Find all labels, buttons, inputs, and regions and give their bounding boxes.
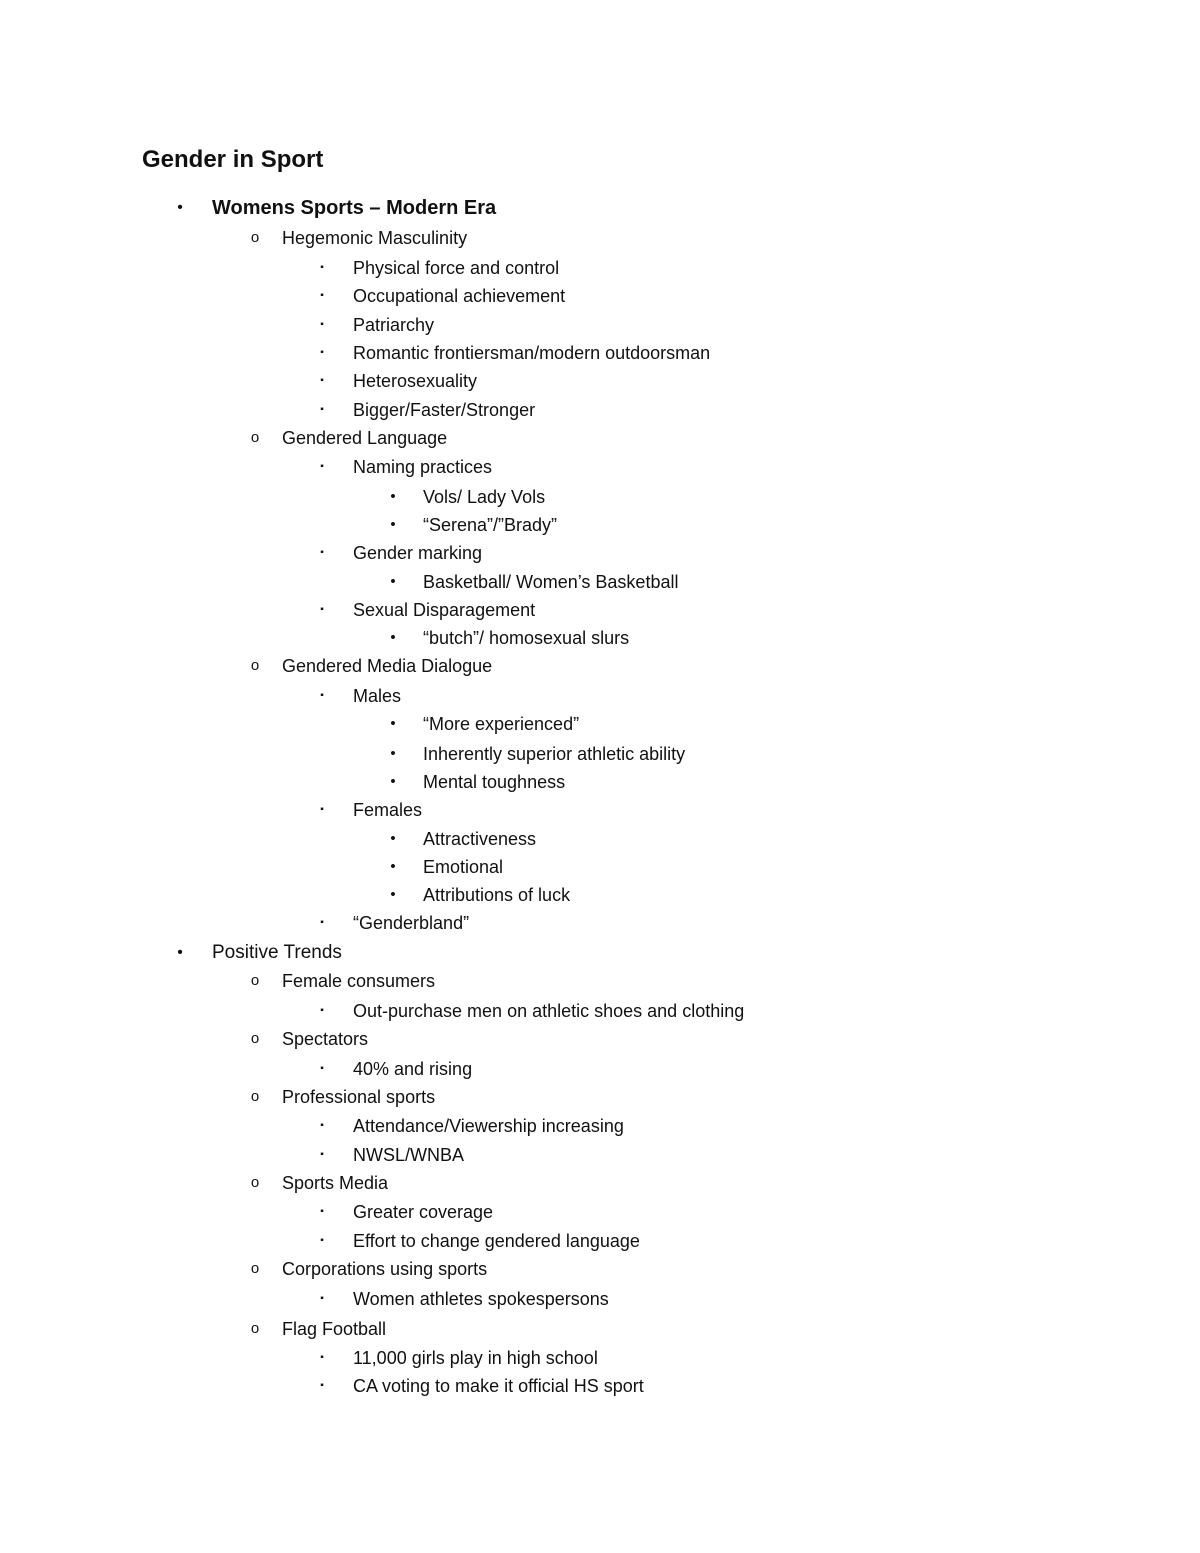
bullet-icon: o [250, 657, 260, 674]
bullet-icon: • [390, 573, 396, 590]
bullet-icon: o [250, 1260, 260, 1277]
bullet-icon: ▪ [320, 1293, 324, 1304]
bullet-icon: o [250, 1088, 260, 1105]
bullet-icon: ▪ [320, 461, 324, 472]
outline-item-text: Females [353, 800, 423, 820]
bullet-icon: • [390, 629, 396, 646]
bullet-icon: ▪ [320, 1206, 324, 1217]
bullet-icon: o [250, 972, 260, 989]
outline-item-text: Sexual Disparagement [353, 600, 536, 620]
bullet-icon: ▪ [320, 1380, 324, 1391]
outline-item-text: “Serena”/”Brady” [423, 515, 558, 535]
outline-item-text: Bigger/Faster/Stronger [353, 400, 536, 420]
outline-item-text: Emotional [423, 857, 504, 877]
bullet-icon: o [250, 229, 260, 246]
bullet-icon: ▪ [320, 1063, 324, 1074]
outline-item-text: “butch”/ homosexual slurs [423, 628, 630, 648]
outline-item-text: Women athletes spokespersons [353, 1289, 609, 1309]
outline-item-text: Naming practices [353, 457, 493, 477]
outline-item-text: Attractiveness [423, 829, 537, 849]
outline-item-text: Female consumers [282, 971, 436, 991]
bullet-icon: ▪ [320, 262, 324, 273]
outline-item-text: Heterosexuality [353, 371, 478, 391]
bullet-icon: • [390, 516, 396, 533]
outline-item-text: Gendered Media Dialogue [282, 656, 493, 676]
bullet-icon: • [177, 199, 183, 216]
bullet-icon: • [390, 773, 396, 790]
outline-item-text: Physical force and control [353, 258, 560, 278]
outline-item-text: Hegemonic Masculinity [282, 228, 468, 248]
bullet-icon: ▪ [320, 404, 324, 415]
outline-item-text: Attendance/Viewership increasing [353, 1116, 624, 1136]
bullet-icon: ▪ [320, 917, 324, 928]
bullet-icon: • [177, 944, 183, 961]
bullet-icon: ▪ [320, 347, 324, 358]
bullet-icon: o [250, 1030, 260, 1047]
outline-item-text: Romantic frontiersman/modern outdoorsman [353, 343, 711, 363]
page-title: Gender in Sport [142, 146, 324, 173]
bullet-icon: ▪ [320, 1120, 324, 1131]
outline-item-text: Positive Trends [212, 942, 342, 963]
bullet-icon: • [390, 488, 396, 505]
outline-item-text: Vols/ Lady Vols [423, 487, 546, 507]
bullet-icon: • [390, 886, 396, 903]
outline-item-text: Males [353, 686, 402, 706]
outline-item-text: 11,000 girls play in high school [353, 1348, 598, 1368]
outline-item-text: Mental toughness [423, 772, 566, 792]
bullet-icon: ▪ [320, 804, 324, 815]
outline-item-text: Womens Sports – Modern Era [212, 197, 497, 219]
bullet-icon: o [250, 1174, 260, 1191]
bullet-icon: o [250, 429, 260, 446]
bullet-icon: • [390, 745, 396, 762]
bullet-icon: o [250, 1320, 260, 1337]
bullet-icon: ▪ [320, 319, 324, 330]
outline-item-text: NWSL/WNBA [353, 1145, 465, 1165]
outline-item-text: Out-purchase men on athletic shoes and clothing [353, 1001, 745, 1021]
outline-item-text: “More experienced” [423, 714, 580, 734]
bullet-icon: ▪ [320, 547, 324, 558]
outline-item-text: Sports Media [282, 1173, 389, 1193]
outline-item-text: Patriarchy [353, 315, 435, 335]
outline-item-text: Spectators [282, 1029, 369, 1049]
bullet-icon: • [390, 858, 396, 875]
bullet-icon: ▪ [320, 690, 324, 701]
outline-item-text: “Genderbland” [353, 913, 470, 933]
bullet-icon: ▪ [320, 1149, 324, 1160]
outline-item-text: CA voting to make it official HS sport [353, 1376, 644, 1396]
bullet-icon: • [390, 715, 396, 732]
outline-item-text: Basketball/ Women’s Basketball [423, 572, 679, 592]
bullet-icon: • [390, 830, 396, 847]
outline-item-text: Inherently superior athletic ability [423, 744, 686, 764]
outline-item-text: 40% and rising [353, 1059, 473, 1079]
outline-item-text: Greater coverage [353, 1202, 494, 1222]
outline-item-text: Gendered Language [282, 428, 448, 448]
bullet-icon: ▪ [320, 604, 324, 615]
outline-item-text: Gender marking [353, 543, 483, 563]
outline-item-text: Flag Football [282, 1319, 387, 1339]
outline-item-text: Effort to change gendered language [353, 1231, 640, 1251]
bullet-icon: ▪ [320, 375, 324, 386]
bullet-icon: ▪ [320, 1005, 324, 1016]
bullet-icon: ▪ [320, 1235, 324, 1246]
outline-item-text: Occupational achievement [353, 286, 566, 306]
outline-item-text: Corporations using sports [282, 1259, 488, 1279]
outline-item-text: Attributions of luck [423, 885, 571, 905]
bullet-icon: ▪ [320, 1352, 324, 1363]
bullet-icon: ▪ [320, 290, 324, 301]
outline-item-text: Professional sports [282, 1087, 436, 1107]
